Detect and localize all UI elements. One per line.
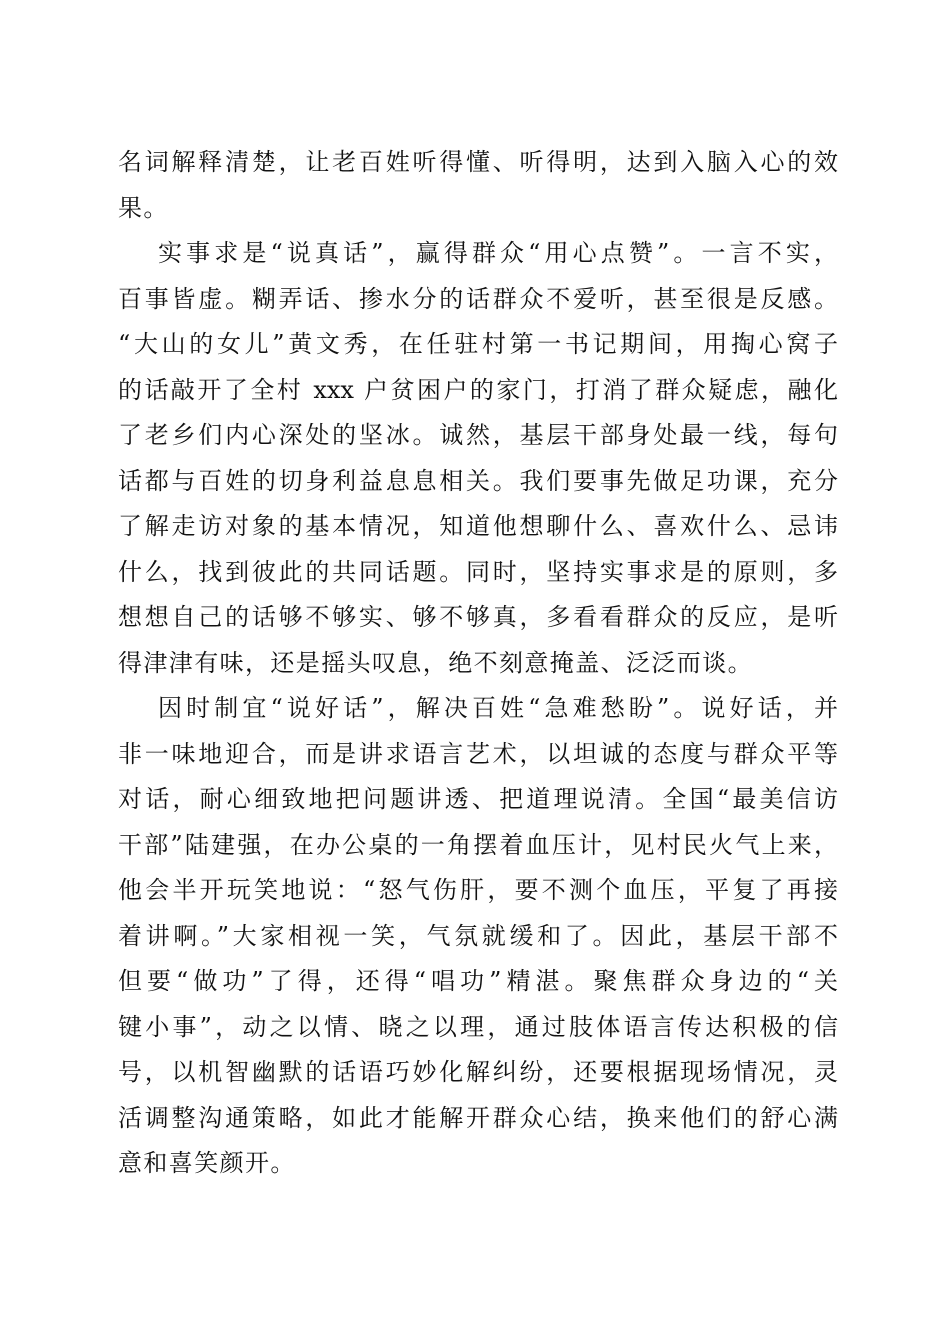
text-line: 名词解释清楚，让老百姓听得懂、听得明，达到入脑入心的效	[118, 148, 838, 176]
text-line: 了老乡们内心深处的坚冰。诚然，基层干部身处最一线，每句	[118, 421, 838, 449]
text-line: 了解走访对象的基本情况，知道他想聊什么、喜欢什么、忌讳	[118, 512, 838, 540]
text-line: 但要“做功”了得，还得“唱功”精湛。聚焦群众身边的“关	[118, 967, 838, 995]
text-line: 什么，找到彼此的共同话题。同时，坚持实事求是的原则，多	[118, 557, 838, 586]
text-line: 键小事”，动之以情、晓之以理，通过肢体语言传达积极的信	[118, 1012, 838, 1041]
text-line: 想想自己的话够不够实、够不够真，多看看群众的反应，是听	[118, 603, 838, 631]
paragraph-2	[118, 231, 838, 686]
text-line: 对话，耐心细致地把问题讲透、把道理说清。全国“最美信访	[118, 785, 838, 813]
text-line: 意和喜笑颜开。	[118, 1149, 296, 1177]
text-line: 果。	[118, 193, 169, 222]
text-line: 因时制宜“说好话”，解决百姓“急难愁盼”。说好话，并	[158, 694, 838, 722]
text-line: 他会半开玩笑地说：“怒气伤肝，要不测个血压，平复了再接	[118, 876, 838, 904]
text-line: 话都与百姓的切身利益息息相关。我们要事先做足功课，充分	[118, 466, 838, 495]
text-line: 得津津有味，还是摇头叹息，绝不刻意掩盖、泛泛而谈。	[118, 648, 753, 677]
text-line: 非一味地迎合，而是讲求语言艺术，以坦诚的态度与群众平等	[118, 739, 838, 768]
paragraph-3	[118, 686, 838, 1187]
text-line: 的话敲开了全村 xxx 户贫困户的家门，打消了群众疑虑，融化	[118, 375, 838, 404]
text-line: 号，以机智幽默的话语巧妙化解纠纷，还要根据现场情况，灵	[118, 1058, 838, 1086]
text-line: 百事皆虚。糊弄话、掺水分的话群众不爱听，甚至很是反感。	[118, 284, 838, 313]
text-line: 实事求是“说真话”，赢得群众“用心点赞”。一言不实，	[158, 239, 838, 267]
text-line: “大山的女儿”黄文秀，在任驻村第一书记期间，用掏心窝子	[118, 330, 838, 358]
paragraph-1	[118, 140, 838, 231]
text-line: 活调整沟通策略，如此才能解开群众心结，换来他们的舒心满	[118, 1103, 838, 1132]
document-page	[118, 140, 838, 1187]
text-line: 干部”陆建强，在办公桌的一角摆着血压计，见村民火气上来，	[118, 830, 838, 859]
text-line: 着讲啊。”大家相视一笑，气氛就缓和了。因此，基层干部不	[118, 921, 838, 950]
